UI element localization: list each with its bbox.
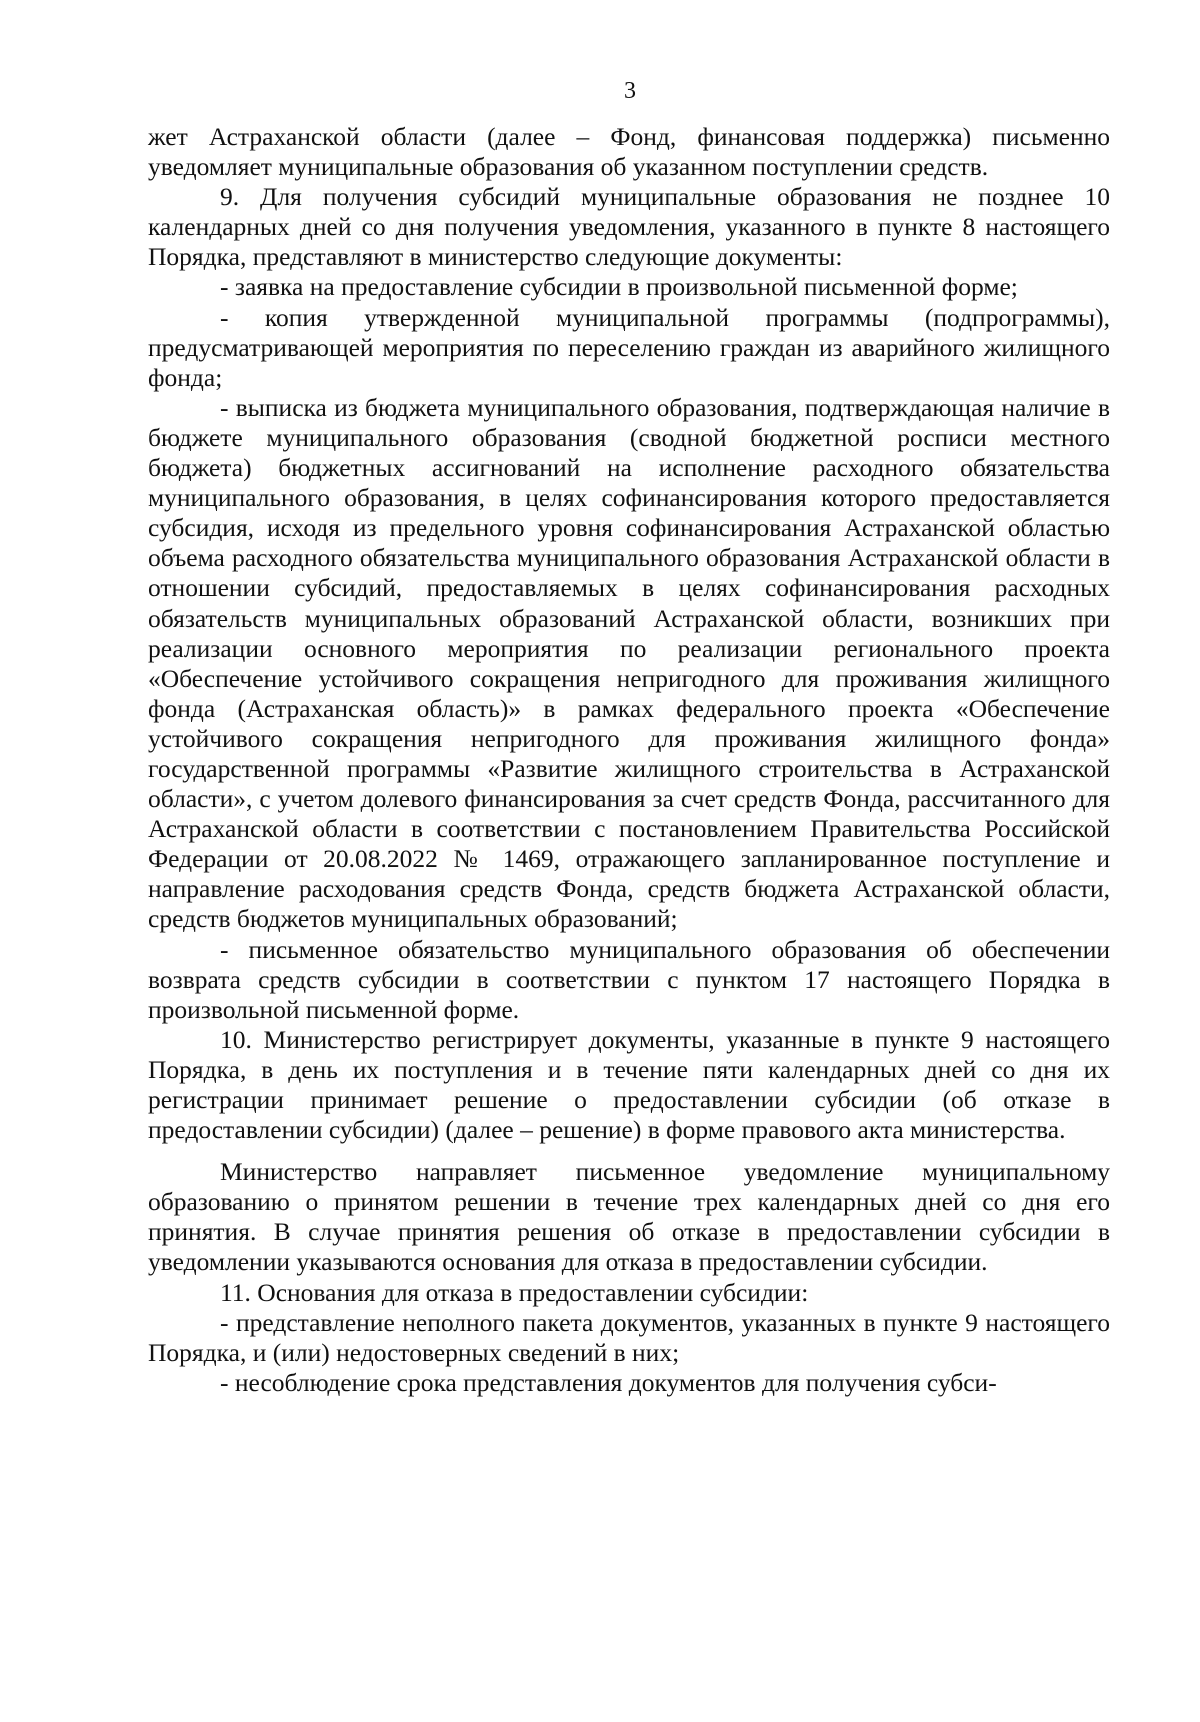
list-item-written-obligation: - письменное обязательство муниципального образования об обеспечении возврата средств субсидии в соответствии с пунктом 17 настоящего Порядка в произвольной письменной форме. <box>148 934 1110 1024</box>
paragraph-notification: Министерство направляет письменное уведомление муниципальному образованию о принятом решении в течение трех календарных дней со дня его принятия. В случае принятия решения об отказе в предоставлении субсидии в уведомлении указываются основания для отказа в предоставлении субсидии. <box>148 1157 1110 1277</box>
list-item-program-copy: - копия утвержденной муниципальной программы (подпрограммы), предусматривающей мероприятия по переселению граждан из аварийного жилищного фонда; <box>148 302 1110 392</box>
list-item-budget-extract: - выписка из бюджета муниципального образования, подтверждающая наличие в бюджете муниципального образования (сводной бюджетной росписи местного бюджета) бюджетных ассигнований на исполнение расходного обязательства муниципального образования, в целях софинансирования которого предоставляется субсидия, исходя из предельного уровня софинансирования Астраханской областью объема расходного обязательства муниципального образования Астраханской области в отношении субсидий, предоставляемых в целях софинансирования расходных обязательств муниципальных образований Астраханской области, возникших при реализации основного мероприятия по реализации регионального проекта «Обеспечение устойчивого сокращения непригодного для проживания жилищного фонда (Астраханская область)» в рамках федерального проекта «Обеспечение устойчивого сокращения непригодного для проживания жилищного фонда» государственной программы «Развитие жилищного строительства в Астраханской области», с учетом долевого финансирования за счет средств Фонда, рассчитанного для Астраханской области в соответствии с постановлением Правительства Российской Федерации от 20.08.2022 № 1469, отражающего запланированное поступление и направление расходования средств Фонда, средств бюджета Астраханской области, средств бюджетов муниципальных образований; <box>148 392 1110 934</box>
paragraph-item-9: 9. Для получения субсидий муниципальные образования не позднее 10 календарных дней со дня получения уведомления, указанного в пункте 8 настоящего Порядка, представляют в министерство следующие документы: <box>148 182 1110 272</box>
paragraph-item-11: 11. Основания для отказа в предоставлении субсидии: <box>220 1277 809 1307</box>
list-item-deadline-violation: - несоблюдение срока представления документов для получения субси- <box>220 1367 997 1397</box>
list-item-application: - заявка на предоставление субсидии в произвольной письменной форме; <box>220 272 1018 302</box>
list-item-incomplete-documents: - представление неполного пакета документов, указанных в пункте 9 настоящего Порядка, и (или) недостоверных сведений в них; <box>148 1307 1110 1367</box>
document-body <box>148 122 1110 1398</box>
paragraph-item-10: 10. Министерство регистрирует документы, указанные в пункте 9 настоящего Порядка, в день их поступления и в течение пяти календарных дней со дня их регистрации принимает решение о предоставлении субсидии (об отказе в предоставлении субсидии) (далее – решение) в форме правового акта министерства. <box>148 1024 1110 1145</box>
page-number: 3 <box>624 78 636 104</box>
paragraph-continuation: жет Астраханской области (далее – Фонд, финансовая поддержка) письменно уведомляет муниципальные образования об указанном поступлении средств. <box>148 122 1110 182</box>
